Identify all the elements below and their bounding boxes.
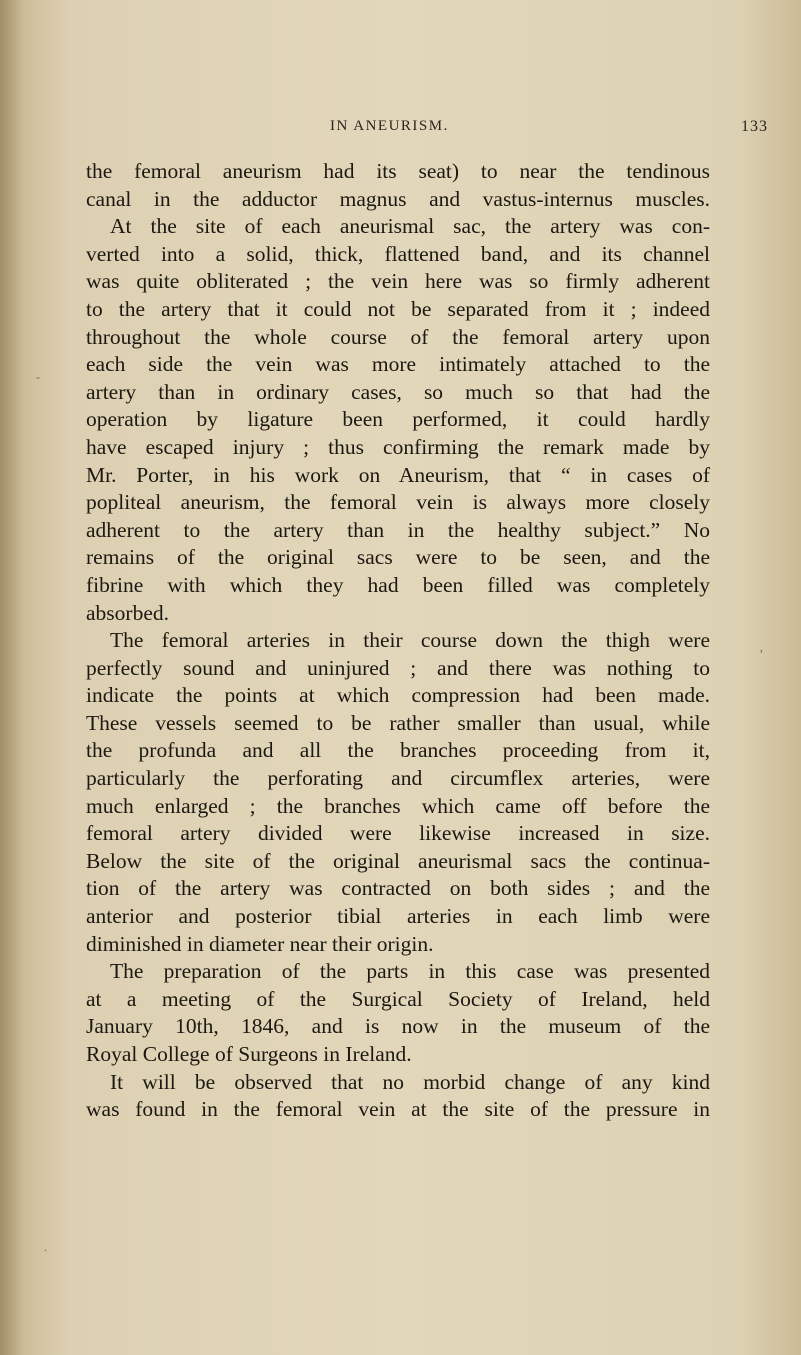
text-line: The preparation of the parts in this case was presented — [110, 959, 710, 984]
text-line: femoral artery divided were likewise increased in size. — [86, 821, 710, 846]
text-line: popliteal aneurism, the femoral vein is always more closely — [86, 490, 710, 515]
text-line: fibrine with which they had been filled was completely — [86, 572, 710, 597]
running-head — [0, 118, 801, 142]
margin-speck: - — [36, 370, 40, 384]
text-line: throughout the whole course of the femoral artery upon — [86, 324, 710, 349]
text-line: At the site of each aneurismal sac, the artery was con- — [110, 214, 710, 239]
text-line: the femoral aneurism had its seat) to near the tendinous — [86, 159, 710, 183]
text-line: diminished in diameter near their origin. — [86, 931, 434, 956]
text-line: operation by ligature been performed, it could hardly — [86, 407, 710, 432]
text-line: particularly the perforating and circumflex arteries, were — [86, 766, 710, 791]
text-line: each side the vein was more intimately attached to the — [86, 352, 710, 377]
margin-speck: . — [44, 1240, 47, 1254]
text-line: Royal College of Surgeons in Ireland. — [86, 1042, 412, 1066]
margin-speck: , — [760, 640, 763, 654]
text-line: The femoral arteries in their course down the thigh were — [110, 628, 710, 653]
text-line: Mr. Porter, in his work on Aneurism, that “ in cases of — [86, 462, 710, 487]
text-line: These vessels seemed to be rather smaller than usual, while — [86, 710, 710, 735]
running-head-title: IN ANEURISM. — [330, 118, 449, 134]
text-line: Below the site of the original aneurismal sacs the continua- — [86, 848, 710, 873]
text-line: was found in the femoral vein at the site of the pressure in — [86, 1097, 710, 1122]
text-line: was quite obliterated ; the vein here was so firmly adherent — [86, 269, 710, 294]
body-text — [86, 158, 710, 1124]
text-line: indicate the points at which compression had been made. — [86, 683, 710, 708]
text-line: to the artery that it could not be separated from it ; indeed — [86, 296, 710, 321]
text-line: adherent to the artery than in the healthy subject.” No — [86, 517, 710, 542]
text-line: at a meeting of the Surgical Society of Ireland, held — [86, 986, 710, 1011]
binding-shadow — [0, 0, 22, 1355]
text-line: anterior and posterior tibial arteries in each limb were — [86, 904, 710, 929]
text-line: absorbed. — [86, 600, 169, 625]
text-line: January 10th, 1846, and is now in the museum of the — [86, 1014, 710, 1039]
text-line: much enlarged ; the branches which came off before the — [86, 793, 710, 818]
text-line: perfectly sound and uninjured ; and there was nothing to — [86, 655, 710, 680]
text-line: the profunda and all the branches proceeding from it, — [86, 738, 710, 763]
text-line: It will be observed that no morbid change of any kind — [110, 1069, 710, 1094]
text-line: have escaped injury ; thus confirming the remark made by — [86, 434, 710, 459]
text-line: canal in the adductor magnus and vastus-internus muscles. — [86, 186, 710, 211]
page-number: 133 — [741, 118, 768, 135]
text-line: artery than in ordinary cases, so much so that had the — [86, 379, 710, 404]
text-line: verted into a solid, thick, flattened band, and its channel — [86, 241, 710, 266]
text-line: remains of the original sacs were to be seen, and the — [86, 545, 710, 570]
text-line: tion of the artery was contracted on both sides ; and the — [86, 876, 710, 901]
